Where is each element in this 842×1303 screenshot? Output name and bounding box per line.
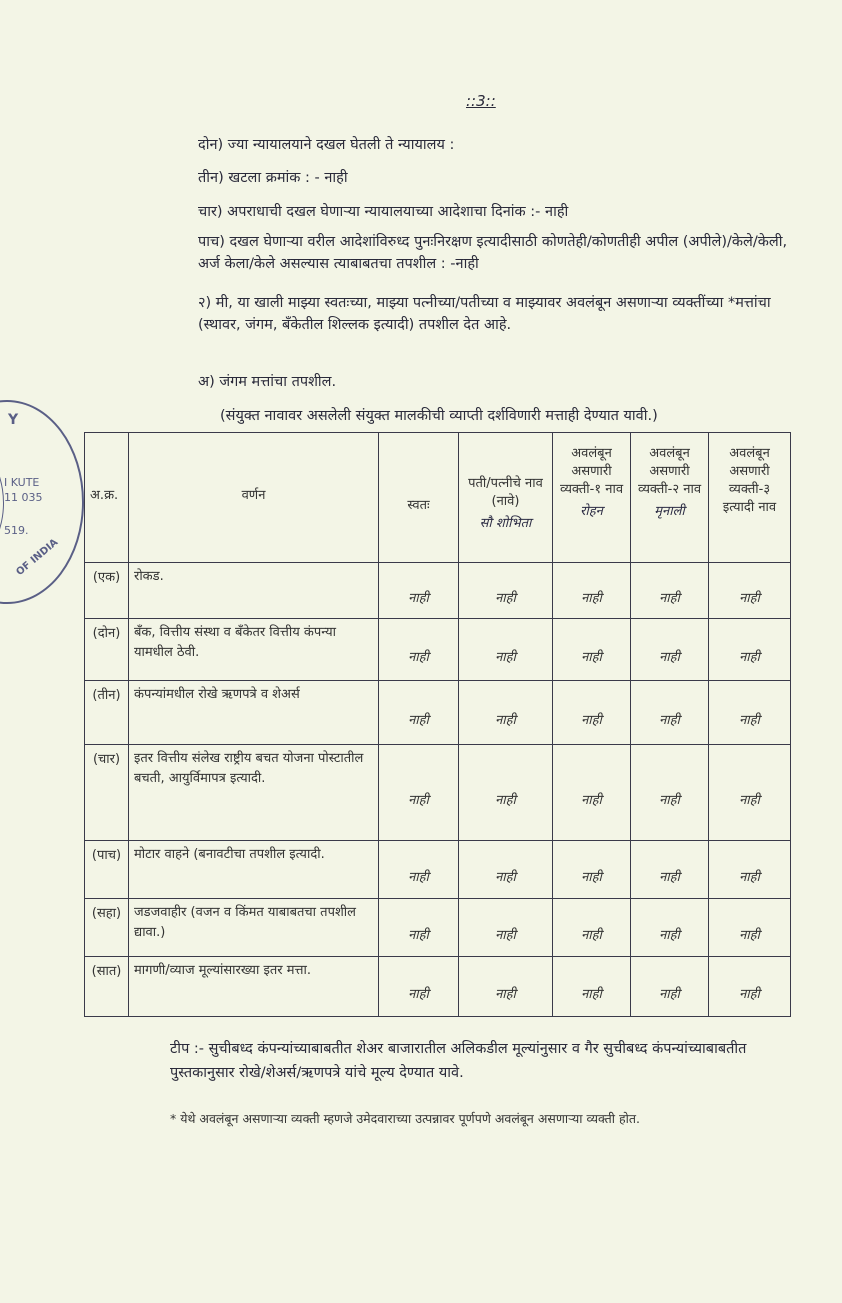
table-row	[85, 563, 791, 619]
handwritten-value: नाही	[709, 619, 791, 681]
handwritten-value: नाही	[631, 841, 709, 899]
header-self: स्वतः	[379, 433, 459, 563]
handwritten-dependent-1-name: रोहन	[580, 504, 603, 519]
row-index: (सहा)	[85, 899, 129, 957]
table-row	[85, 681, 791, 745]
stamp-text: Y	[8, 412, 19, 428]
official-stamp	[0, 400, 84, 604]
row-description: मागणी/व्याज मूल्यांसारख्या इतर मत्ता.	[129, 957, 379, 1017]
handwritten-value: नाही	[379, 681, 459, 745]
handwritten-value: नाही	[709, 745, 791, 841]
handwritten-value: नाही	[553, 619, 631, 681]
stamp-text: OF INDIA	[14, 537, 61, 578]
paragraph-order-date: चार) अपराधाची दखल घेणाऱ्या न्यायालयाच्या आदेशाचा दिनांक :- नाही	[198, 204, 569, 220]
row-index: (दोन)	[85, 619, 129, 681]
row-description: मोटार वाहने (बनावटीचा तपशील इत्यादी.	[129, 841, 379, 899]
section-heading-movable: अ) जंगम मत्तांचा तपशील.	[198, 374, 337, 390]
paragraph-assets-intro: २) मी, या खाली माझ्या स्वतःच्या, माझ्या पत्नीच्या/पतीच्या व माझ्यावर अवलंबून असणाऱ्या व्यक्तींच्या *मत्तांचा (स्थावर, जंगम, बँकेतील शिल्लक इत्यादी) तपशील देत आहे.	[198, 295, 771, 333]
handwritten-value: नाही	[709, 841, 791, 899]
handwritten-value: नाही	[553, 563, 631, 619]
handwritten-spouse-name: सौ शोभिता	[479, 516, 532, 531]
footnote-text: * येथे अवलंबून असणाऱ्या व्यक्ती म्हणजे उमेदवाराच्या उत्पन्नावर पूर्णपणे अवलंबून असणाऱ्या व्यक्ती होत.	[170, 1111, 640, 1126]
handwritten-value: नाही	[459, 681, 553, 745]
handwritten-value: नाही	[553, 745, 631, 841]
row-index: (एक)	[85, 563, 129, 619]
header-dependent-3: अवलंबून असणारी व्यक्ती-३ इत्यादी नाव	[709, 433, 791, 563]
handwritten-value: नाही	[459, 745, 553, 841]
handwritten-value: नाही	[709, 957, 791, 1017]
page-number: ::3::	[466, 92, 496, 110]
row-index: (पाच)	[85, 841, 129, 899]
note-text: टीप :- सुचीबध्द कंपन्यांच्याबाबतीत शेअर बाजारातील अलिकडील मूल्यांनुसार व गैर सुचीबध्द कंपन्यांच्याबाबतीत पुस्तकानुसार रोखे/शेअर्स/ऋणपत्रे यांचे मूल्य देण्यात यावे.	[170, 1041, 747, 1081]
handwritten-value: नाही	[631, 957, 709, 1017]
table-row	[85, 841, 791, 899]
handwritten-value: नाही	[459, 563, 553, 619]
table-row	[85, 619, 791, 681]
handwritten-value: नाही	[379, 899, 459, 957]
row-description: कंपन्यांमधील रोखे ऋणपत्रे व शेअर्स	[129, 681, 379, 745]
handwritten-value: नाही	[379, 957, 459, 1017]
handwritten-value: नाही	[631, 899, 709, 957]
handwritten-value: नाही	[553, 899, 631, 957]
handwritten-dependent-2-name: मृनाली	[654, 504, 685, 519]
handwritten-value: नाही	[379, 841, 459, 899]
handwritten-value: नाही	[553, 957, 631, 1017]
row-index: (चार)	[85, 745, 129, 841]
handwritten-value: नाही	[459, 957, 553, 1017]
table-row	[85, 899, 791, 957]
section-subnote: (संयुक्त नावावर असलेली संयुक्त मालकीची व्याप्ती दर्शविणारी मत्ताही देण्यात यावी.)	[220, 408, 658, 424]
row-description: जडजवाहीर (वजन व किंमत याबाबतचा तपशील द्यावा.)	[129, 899, 379, 957]
handwritten-value: नाही	[553, 681, 631, 745]
table-header-row	[85, 433, 791, 563]
table-row	[85, 957, 791, 1017]
handwritten-value: नाही	[631, 745, 709, 841]
row-description: रोकड.	[129, 563, 379, 619]
header-spouse: पती/पत्नीचे नाव (नावे) सौ शोभिता	[459, 433, 553, 563]
header-dependent-1: अवलंबून असणारी व्यक्ती-१ नाव रोहन	[553, 433, 631, 563]
row-description: इतर वित्तीय संलेख राष्ट्रीय बचत योजना पोस्टातील बचती, आयुर्विमापत्र इत्यादी.	[129, 745, 379, 841]
handwritten-value: नाही	[459, 619, 553, 681]
stamp-text: 11 035	[4, 491, 43, 504]
handwritten-value: नाही	[631, 619, 709, 681]
movable-assets-table	[84, 432, 791, 1017]
handwritten-value: नाही	[553, 841, 631, 899]
row-description: बँक, वित्तीय संस्था व बँकेतर वित्तीय कंपन्या यामधील ठेवी.	[129, 619, 379, 681]
table-row	[85, 745, 791, 841]
handwritten-value: नाही	[459, 841, 553, 899]
row-index: (सात)	[85, 957, 129, 1017]
row-index: (तीन)	[85, 681, 129, 745]
handwritten-value: नाही	[379, 745, 459, 841]
handwritten-value: नाही	[709, 681, 791, 745]
stamp-text: I KUTE	[4, 476, 40, 489]
handwritten-value: नाही	[459, 899, 553, 957]
paragraph-appeal: पाच) दखल घेणाऱ्या वरील आदेशांविरुध्द पुनःनिरक्षण इत्यादीसाठी कोणतेही/कोणतीही अपील (अपीले)/केले/केली, अर्ज केला/केले असल्यास त्याबाबतचा तपशील : -नाही	[198, 234, 788, 272]
handwritten-value: नाही	[709, 899, 791, 957]
header-dependent-2: अवलंबून असणारी व्यक्ती-२ नाव मृनाली	[631, 433, 709, 563]
handwritten-value: नाही	[631, 681, 709, 745]
handwritten-value: नाही	[631, 563, 709, 619]
header-index: अ.क्र.	[85, 433, 129, 563]
header-description: वर्णन	[129, 433, 379, 563]
handwritten-value: नाही	[379, 619, 459, 681]
paragraph-case-number: तीन) खटला क्रमांक : - नाही	[198, 170, 348, 186]
handwritten-value: नाही	[709, 563, 791, 619]
paragraph-court: दोन) ज्या न्यायालयाने दखल घेतली ते न्यायालय :	[198, 137, 455, 153]
handwritten-value: नाही	[379, 563, 459, 619]
stamp-text: 519.	[4, 524, 29, 537]
